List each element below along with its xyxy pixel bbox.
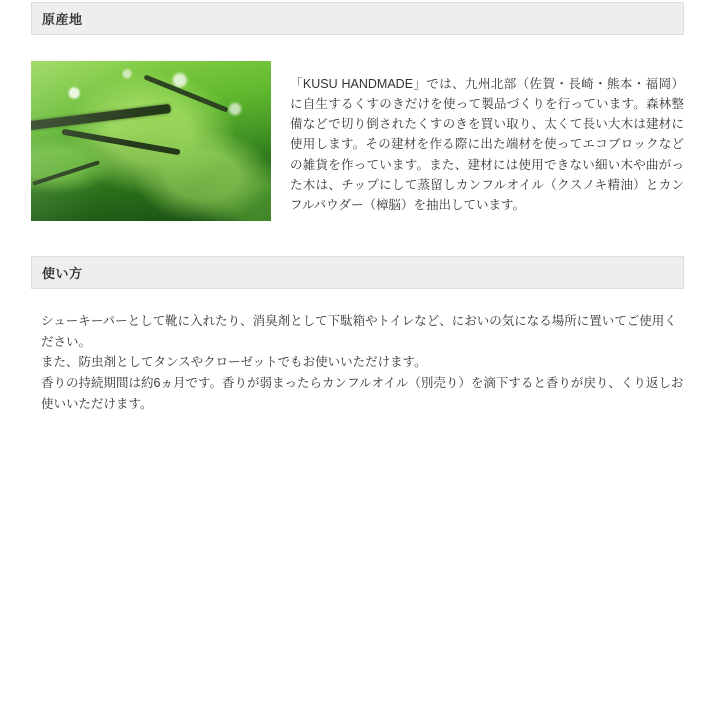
origin-section-header: [31, 2, 684, 35]
usage-section-body: [31, 311, 684, 414]
usage-line: 香りの持続期間は約6ヵ月です。香りが弱まったらカンフルオイル（別売り）を滴下すると香りが戻り、くり返しお使いいただけます。: [41, 375, 684, 411]
origin-section: [31, 2, 684, 228]
origin-section-body: [31, 61, 684, 228]
origin-section-title: 原産地: [42, 12, 83, 27]
usage-section-title: 使い方: [42, 266, 83, 281]
origin-paragraph: 「KUSU HANDMADE」では、九州北部（佐賀・長崎・熊本・福岡）に自生するくすのきだけを使って製品づくりを行っています。森林整備などで切り倒されたくすのきを買い取り、太くて長い大木は建材に使用します。その建材を作る際に出た端材を使ってエコブロックなどの雑貨を作っています。また、建材には使用できない細い木や曲がった木は、チップにして蒸留しカンフルオイル（クスノキ精油）とカンフルパウダー（樟脳）を抽出しています。: [290, 76, 684, 212]
photo-shading-overlay: [31, 61, 271, 221]
usage-section-header: [31, 256, 684, 289]
usage-line: また、防虫剤としてタンスやクローゼットでもお使いいただけます。: [41, 355, 427, 370]
usage-line: シューキーパーとして靴に入れたり、消臭剤として下駄箱やトイレなど、においの気になる場所に置いてご使用ください。: [41, 314, 677, 349]
usage-section: [31, 256, 684, 414]
camphor-tree-photo: [31, 61, 271, 221]
